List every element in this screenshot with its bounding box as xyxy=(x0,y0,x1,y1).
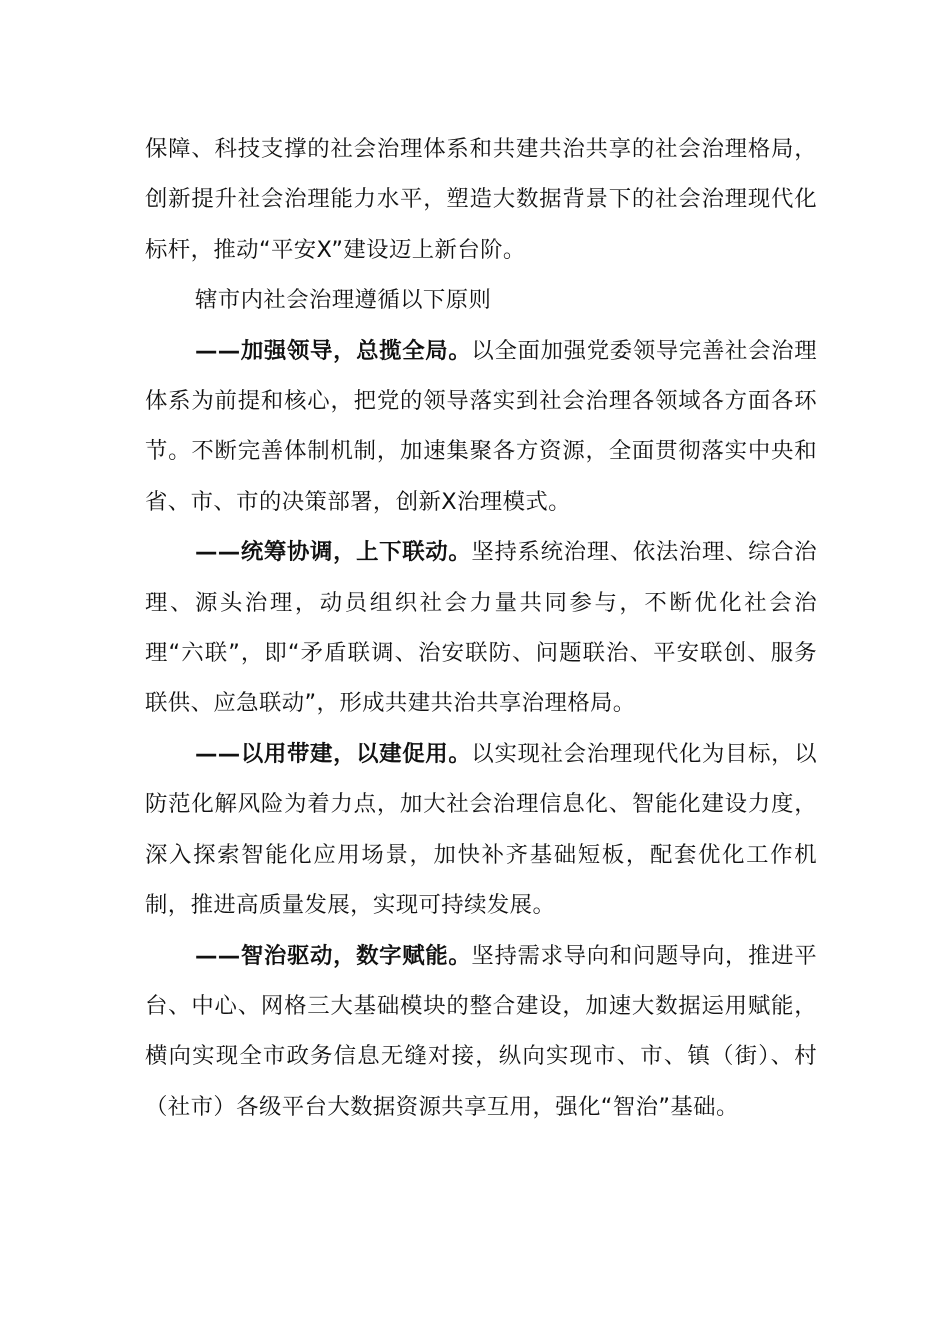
paragraph-principles-intro xyxy=(145,275,817,325)
paragraph-continuation xyxy=(145,124,817,275)
principle-heading: ——统筹协调，上下联动。 xyxy=(195,539,472,566)
paragraph-text: 保障、科技支撑的社会治理体系和共建共治共享的社会治理格局，创新提升社会治理能力水平，塑造大数据背景下的社会治理现代化标杆，推动“平安X”建设迈上新台阶。 xyxy=(145,136,817,263)
paragraph-principle-leadership xyxy=(145,326,817,528)
principle-heading: ——以用带建，以建促用。 xyxy=(195,740,472,767)
principle-heading: ——加强领导，总揽全局。 xyxy=(195,337,472,364)
paragraph-text: 坚持需求导向和问题导向，推进平台、中心、网格三大基础模块的整合建设，加速大数据运用赋能，横向实现全市政务信息无缝对接，纵向实现市、市、镇（街）、村（社市）各级平台大数据资源共享互用，强化“智治”基础。 xyxy=(145,942,817,1120)
paragraph-text: 以全面加强党委领导完善社会治理体系为前提和核心，把党的领导落实到社会治理各领域各方面各环节。不断完善体制机制，加速集聚各方资源，全面贯彻落实中央和省、市、市的决策部署，创新X治理模式。 xyxy=(145,337,817,515)
paragraph-principle-digital xyxy=(145,931,817,1133)
paragraph-text: 坚持系统治理、依法治理、综合治理、源头治理，动员组织社会力量共同参与，不断优化社会治理“六联”，即“矛盾联调、治安联防、问题联治、平安联创、服务联供、应急联动”，形成共建共治共享治理格局。 xyxy=(145,539,817,717)
paragraph-text: 以实现社会治理现代化为目标，以防范化解风险为着力点，加大社会治理信息化、智能化建设力度，深入探索智能化应用场景，加快补齐基础短板，配套优化工作机制，推进高质量发展，实现可持续发展。 xyxy=(145,740,817,919)
principle-heading: ——智治驱动，数字赋能。 xyxy=(195,942,472,969)
paragraph-principle-application xyxy=(145,729,817,931)
paragraph-principle-coordination xyxy=(145,527,817,729)
document-body xyxy=(145,124,817,1132)
paragraph-text: 辖市内社会治理遵循以下原则 xyxy=(195,287,492,314)
